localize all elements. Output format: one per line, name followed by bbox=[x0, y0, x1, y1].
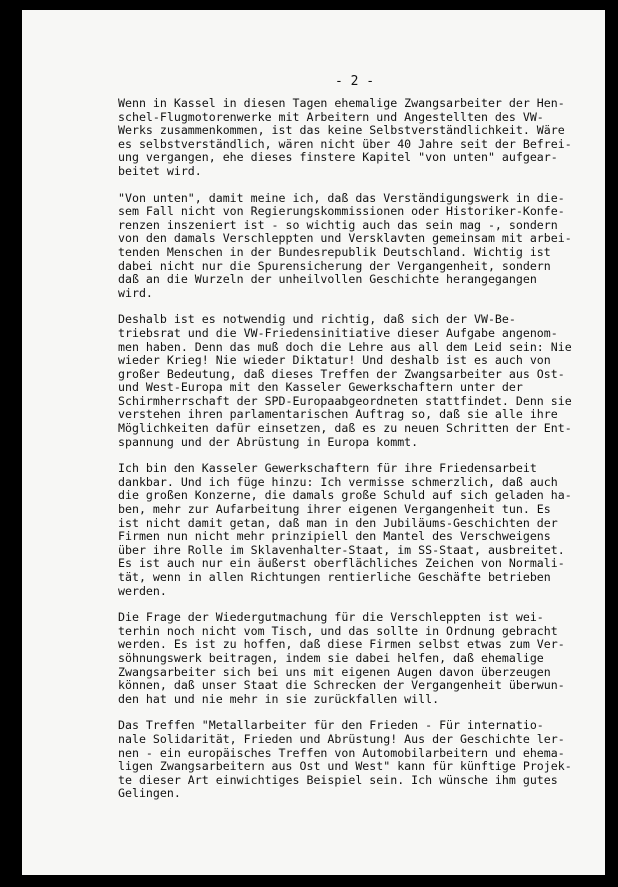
text-line: und West-Europa mit den Kasseler Gewerkschaftern unter der bbox=[118, 380, 523, 395]
paragraph-3 bbox=[118, 313, 605, 449]
text-line: Es ist auch nur ein äußerst oberflächliches Zeichen von Normali- bbox=[118, 556, 565, 571]
text-line: Ich bin den Kasseler Gewerkschaftern für ihre Friedensarbeit bbox=[118, 461, 537, 476]
text-line: Deshalb ist es notwendig und richtig, daß sich der VW-Be- bbox=[118, 312, 516, 327]
text-line: Möglichkeiten dafür einsetzen, daß es zu neuen Schritten der Ent- bbox=[118, 421, 572, 436]
text-line: wieder Krieg! Nie wieder Diktatur! Und deshalb ist es auch von bbox=[118, 353, 551, 368]
text-line: tät, wenn in allen Richtungen rentierliche Geschäfte betrieben bbox=[118, 570, 551, 584]
text-line: spannung und der Abrüstung in Europa kommt. bbox=[118, 434, 419, 449]
text-line: "Von unten", damit meine ich, daß das Verständigungswerk in die- bbox=[118, 190, 565, 205]
paragraph-1 bbox=[118, 97, 605, 179]
text-line: großer Bedeutung, daß dieses Treffen der Zwangsarbeiter aus Ost- bbox=[118, 366, 565, 381]
text-line: sem Fall nicht von Regierungskommissionen oder Historiker-Konfe- bbox=[118, 204, 565, 219]
text-line: te dieser Art einwichtiges Beispiel sein. Ich wünsche ihm gutes bbox=[118, 772, 558, 787]
text-line: dabei nicht nur die Spurensicherung der Vergangenheit, sondern bbox=[118, 258, 551, 273]
text-line: ist nicht damit getan, daß man in den Jubiläums-Geschichten der bbox=[118, 515, 558, 530]
text-line: Werks zusammenkommen, ist das keine Selbstverständlichkeit. Wäre bbox=[118, 123, 565, 138]
text-line: men haben. Denn das muß doch die Lehre aus all dem Leid sein: Nie bbox=[118, 339, 572, 354]
text-line: tenden Menschen in der Bundesrepublik Deutschland. Wichtig ist bbox=[118, 244, 551, 259]
text-line: über ihre Rolle im Sklavenhalter-Staat, im SS-Staat, ausbreitet. bbox=[118, 542, 565, 557]
text-line: ung vergangen, ehe dieses finstere Kapitel "von unten" aufgear- bbox=[118, 150, 558, 165]
text-line: von den damals Verschleppten und Versklavten gemeinsam mit arbei- bbox=[118, 231, 572, 246]
text-line: verstehen ihren parlamentarischen Auftrag so, daß sie alle ihre bbox=[118, 407, 558, 422]
text-line: werden. bbox=[118, 583, 167, 598]
text-line: ben, mehr zur Aufarbeitung ihrer eigenen Vergangenheit tun. Es bbox=[118, 502, 551, 517]
document-page bbox=[22, 10, 605, 875]
text-line: dankbar. Und ich füge hinzu: Ich vermisse schmerzlich, daß auch bbox=[118, 474, 558, 489]
text-line: nale Solidarität, Frieden und Abrüstung! Aus der Geschichte ler- bbox=[118, 731, 565, 746]
text-line: es selbstverständlich, wären nicht über 40 Jahre seit der Befrei- bbox=[118, 136, 572, 151]
paragraph-5 bbox=[118, 611, 605, 706]
letter-body bbox=[118, 97, 605, 814]
text-line: wird. bbox=[118, 285, 153, 300]
text-line: werden. Es ist zu hoffen, daß diese Firmen selbst etwas zum Ver- bbox=[118, 637, 565, 652]
paragraph-2 bbox=[118, 192, 605, 301]
text-line: ligen Zwangsarbeitern aus Ost und West" kann für künftige Projek- bbox=[118, 759, 572, 774]
text-line: Schirmherrschaft der SPD-Europaabgeordneten stattfindet. Denn sie bbox=[118, 393, 572, 408]
text-line: können, daß unser Staat die Schrecken der Vergangenheit überwun- bbox=[118, 678, 565, 693]
text-line: nen - ein europäisches Treffen von Automobilarbeitern und ehema- bbox=[118, 745, 565, 760]
text-line: Gelingen. bbox=[118, 786, 181, 801]
text-line: Die Frage der Wiedergutmachung für die Verschleppten ist wei- bbox=[118, 610, 544, 625]
text-line: schel-Flugmotorenwerke mit Arbeitern und Angestellten des VW- bbox=[118, 109, 544, 124]
text-line: Zwangsarbeiter sich bei uns mit eigenen Augen davon überzeugen bbox=[118, 664, 551, 679]
text-line: söhnungswerk beitragen, indem sie dabei helfen, daß ehemalige bbox=[118, 650, 544, 665]
text-line: die großen Konzerne, die damals große Schuld auf sich geladen ha- bbox=[118, 488, 572, 503]
text-line: terhin noch nicht vom Tisch, und das sollte in Ordnung gebracht bbox=[118, 623, 558, 638]
page-number: - 2 - bbox=[335, 74, 375, 89]
text-line: beitet wird. bbox=[118, 163, 202, 178]
text-line: daß an die Wurzeln der unheilvollen Geschichte herangegangen bbox=[118, 272, 537, 287]
paragraph-6 bbox=[118, 719, 605, 801]
text-line: Das Treffen "Metallarbeiter für den Frieden - Für internatio- bbox=[118, 718, 544, 733]
text-line: Wenn in Kassel in diesen Tagen ehemalige Zwangsarbeiter der Hen- bbox=[118, 96, 565, 110]
text-line: den hat und nie mehr in sie zurückfallen will. bbox=[118, 691, 440, 706]
text-line: Firmen nun nicht mehr prinzipiell den Mantel des Verschweigens bbox=[118, 529, 551, 544]
text-line: triebsrat und die VW-Friedensinitiative dieser Aufgabe angenom- bbox=[118, 325, 558, 340]
text-line: renzen inszeniert ist - so wichtig auch das sein mag -, sondern bbox=[118, 217, 558, 232]
paragraph-4 bbox=[118, 462, 605, 598]
